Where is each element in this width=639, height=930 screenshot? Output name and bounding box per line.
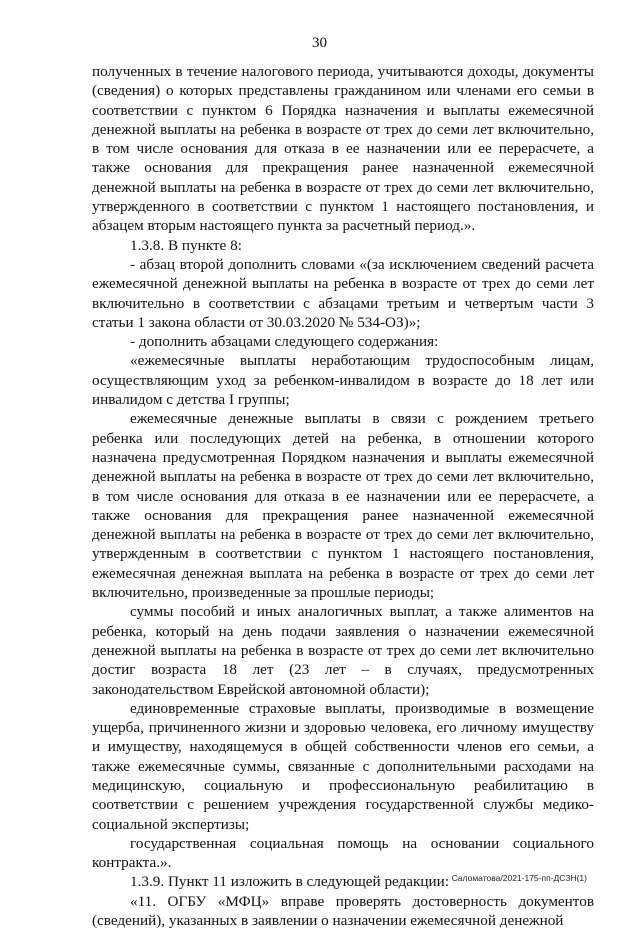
paragraph-1: полученных в течение налогового периода, учитываются доходы, документы (сведения) о которых представлены гражданином или членами его семьи в соответствии с пунктом 6 Порядка назначения и выплаты ежемесячной денежной выплаты на ребенка в возрасте от трех до семи лет включительно, в том числе основания для отказа в ее назначении или ее перерасчете, а также основания для прекращения ранее назначенной ежемесячной денежной выплаты на ребенка в возрасте от трех до семи лет включительно, утвержденного в соответствии с пунктом 1 настоящего постановления, и абзацем вторым настоящего пункта за расчетный период.».: [92, 63, 594, 235]
document-footer-id: Саломатова/2021-175-пп-ДСЗН(1): [451, 873, 587, 883]
paragraph-8: единовременные страховые выплаты, производимые в возмещение ущерба, причиненного жизни и здоровью человека, его личному имуществу и имуществу, находящемуся в общей собственности членов его семьи, а также ежемесячные суммы, связанные с дополнительными расходами на медицинскую, социальную и профессиональную реабилитацию в соответствии с решением учреждения государственной службы медико-социальной экспертизы;: [92, 699, 594, 833]
paragraph-3: - абзац второй дополнить словами «(за исключением сведений расчета ежемесячной денежной выплаты на ребенка в возрасте от трех до семи лет включительно в соответствии с абзацами третьим и четвертым части 3 статьи 1 закона области от 30.03.2020 № 534-ОЗ)»;: [92, 255, 594, 331]
paragraph-2: 1.3.8. В пункте 8:: [130, 236, 242, 254]
page-number: 30: [312, 35, 327, 51]
paragraph-7: суммы пособий и иных аналогичных выплат, а также алиментов на ребенка, который на день подачи заявления о назначении ежемесячной денежной выплаты на ребенка в возрасте от трех до семи лет включительно достиг возраста 18 лет (23 лет – в случаях, предусмотренных законодательством Еврейской автономной области);: [92, 603, 594, 698]
body-text: [92, 62, 594, 930]
paragraph-10: 1.3.9. Пункт 11 изложить в следующей редакции:: [130, 873, 450, 891]
paragraph-6: ежемесячные денежные выплаты в связи с рождением третьего ребенка или последующих детей на ребенка, в отношении которого назначена предусмотренная Порядком назначения и выплаты ежемесячной денежной выплаты на ребенка в возрасте от трех до семи лет включительно, в том числе основания для отказа в ее назначении или ее перерасчете, а также основания для прекращения ранее назначенной ежемесячной денежной выплаты на ребенка в возрасте от трех до семи лет включительно, утвержденным в соответствии с пунктом 1 настоящего постановления, ежемесячная денежная выплата на ребенка в возрасте от трех до семи лет включительно, произведенные за прошлые периоды;: [92, 410, 594, 602]
paragraph-4: - дополнить абзацами следующего содержания:: [130, 333, 439, 351]
paragraph-9: государственная социальная помощь на основании социального контракта.».: [92, 834, 594, 872]
paragraph-11: «11. ОГБУ «МФЦ» вправе проверять достоверность документов (сведений), указанных в заявлении о назначении ежемесячной денежной: [92, 892, 594, 930]
paragraph-5: «ежемесячные выплаты неработающим трудоспособным лицам, осуществляющим уход за ребенком-инвалидом в возрасте до 18 лет или инвалидом с детства I группы;: [92, 352, 594, 409]
